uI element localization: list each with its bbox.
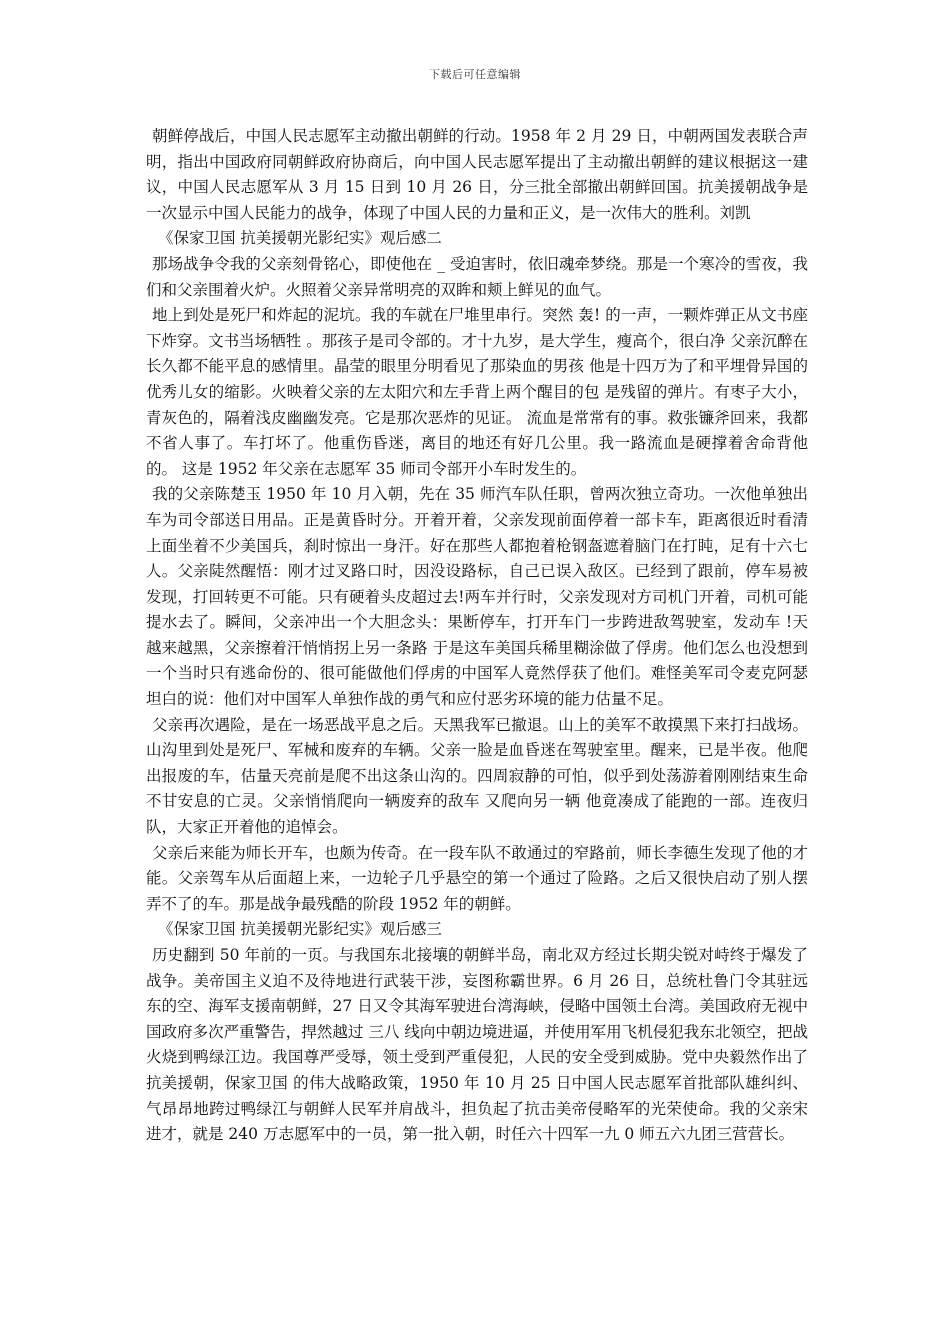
paragraph-second-danger: 父亲再次遇险，是在一场恶战平息之后。天黑我军已撤退。山上的美军不敢摸黑下来打扫战场。山沟里到处是死尸、军械和废弃的车辆。父亲一脸是血昏迷在驾驶室里。醒来，已是半夜。他爬出报废的车，估量天亮前是爬不出这条山沟的。四周寂静的可怕，似乎到处荡游着刚刚结束生命不甘安息的亡灵。父亲悄悄爬向一辆废弃的敌车 又爬向另一辆 他竟凑成了能跑的一部。连夜归队，大家正开着他的追悼会。 xyxy=(146,715,808,837)
paragraph-war-memory: 那场战争令我的父亲刻骨铭心，即使他在 _ 受迫害时，依旧魂牵梦绕。那是一个寒冷的雪夜，我们和父亲围着火炉。火照着父亲异常明亮的双眸和颊上鲜见的血气。 xyxy=(146,254,808,299)
section-heading-three: 《保家卫国 抗美援朝光影纪实》观后感三 xyxy=(158,920,442,939)
page-header: 下载后可任意编辑 xyxy=(429,68,521,81)
document-body xyxy=(146,124,808,1148)
section-heading-two: 《保家卫国 抗美援朝光影纪实》观后感二 xyxy=(158,229,442,248)
paragraph-history: 历史翻到 50 年前的一页。与我国东北接壤的朝鲜半岛，南北双方经过长期尖锐对峙终于爆发了战争。美帝国主义迫不及待地进行武装干涉，妄图称霸世界。6 月 26 日，总统杜鲁门令其驻远东的空、海军支援南朝鲜，27 日又令其海军驶进台湾海峡，侵略中国领土台湾。美国政府无视中国政府多次严重警告，捍然越过 三八 线向中朝边境进逼，并使用军用飞机侵犯我东北领空，把战火烧到鸭绿江边。我国尊严受辱，领土受到严重侵犯，人民的安全受到威胁。党中央毅然作出了 抗美援朝，保家卫国 的伟大战略政策，1950 年 10 月 25 日中国人民志愿军首批部队雄纠纠、气昂昂地跨过鸭绿江与朝鲜人民军并肩战斗，担负起了抗击美帝侵略军的光荣使命。我的父亲宋进才，就是 240 万志愿军中的一员，第一批入朝，时任六十四军一九 0 师五六九团三营营长。 xyxy=(146,946,808,1144)
paragraph-ceasefire: 朝鲜停战后，中国人民志愿军主动撤出朝鲜的行动。1958 年 2 月 29 日，中朝两国发表联合声明，指出中国政府同朝鲜政府协商后，向中国人民志愿军提出了主动撤出朝鲜的建议根据这一建议，中国人民志愿军从 3 月 15 日到 10 月 26 日，分三批全部撤出朝鲜回国。抗美援朝战争是一次显示中国人民能力的战争，体现了中国人民的力量和正义，是一次伟大的胜利。刘凯 xyxy=(146,127,808,222)
paragraph-division-driver: 父亲后来能为师长开车，也颇为传奇。在一段车队不敢通过的窄路前，师长李德生发现了他的才能。父亲驾车从后面超上来，一边轮子几乎悬空的第一个通过了险路。之后又很快启动了别人摆弄不了的车。那是战争最残酷的阶段 1952 年的朝鲜。 xyxy=(146,843,808,913)
paragraph-father-entry: 我的父亲陈楚玉 1950 年 10 月入朝，先在 35 师汽车队任职，曾两次独立奇功。一次他单独出车为司令部送日用品。正是黄昏时分。开着开着，父亲发现前面停着一部卡车，距离很近时看清上面坐着不少美国兵，刹时惊出一身汗。好在那些人都抱着枪钢盔遮着脑门在打盹，足有十六七人。父亲陡然醒悟：刚才过叉路口时，因没设路标，自己已误入敌区。已经到了跟前，停车易被发现，打回转更不可能。只有硬着头皮超过去!两车并行时，父亲发现对方司机门开着，司机可能提水去了。瞬间，父亲冲出一个大胆念头：果断停车，打开车门一步跨进敌驾驶室，发动车 !天越来越黑，父亲擦着汗悄悄拐上另一条路 于是这车美国兵稀里糊涂做了俘虏。他们怎么也没想到一个当时只有逃命份的、很可能做他们俘虏的中国军人竟然俘获了他们。难怪美军司令麦克阿瑟坦白的说：他们对中国军人单独作战的勇气和应付恶劣环境的能力估量不足。 xyxy=(146,485,808,709)
paragraph-battlefield: 地上到处是死尸和炸起的泥坑。我的车就在尸堆里串行。突然 轰! 的一声，一颗炸弹正从文书座下炸穿。文书当场牺牲 。那孩子是司令部的。才十九岁，是大学生，瘦高个，很白净 父亲沉醉在长久都不能平息的感情里。晶莹的眼里分明看见了那染血的男孩 他是十四万为了和平埋骨异国的优秀儿女的缩影。火映着父亲的左太阳穴和左手背上两个醒目的包 是残留的弹片。有枣子大小，青灰色的，隔着浅皮幽幽发亮。它是那次恶炸的见证。 流血是常常有的事。救张镰斧回来，我都不省人事了。车打坏了。他重伤昏迷，离目的地还有好几公里。我一路流血是硬撑着舍命背他的。 这是 1952 年父亲在志愿军 35 师司令部开小车时发生的。 xyxy=(146,306,808,478)
